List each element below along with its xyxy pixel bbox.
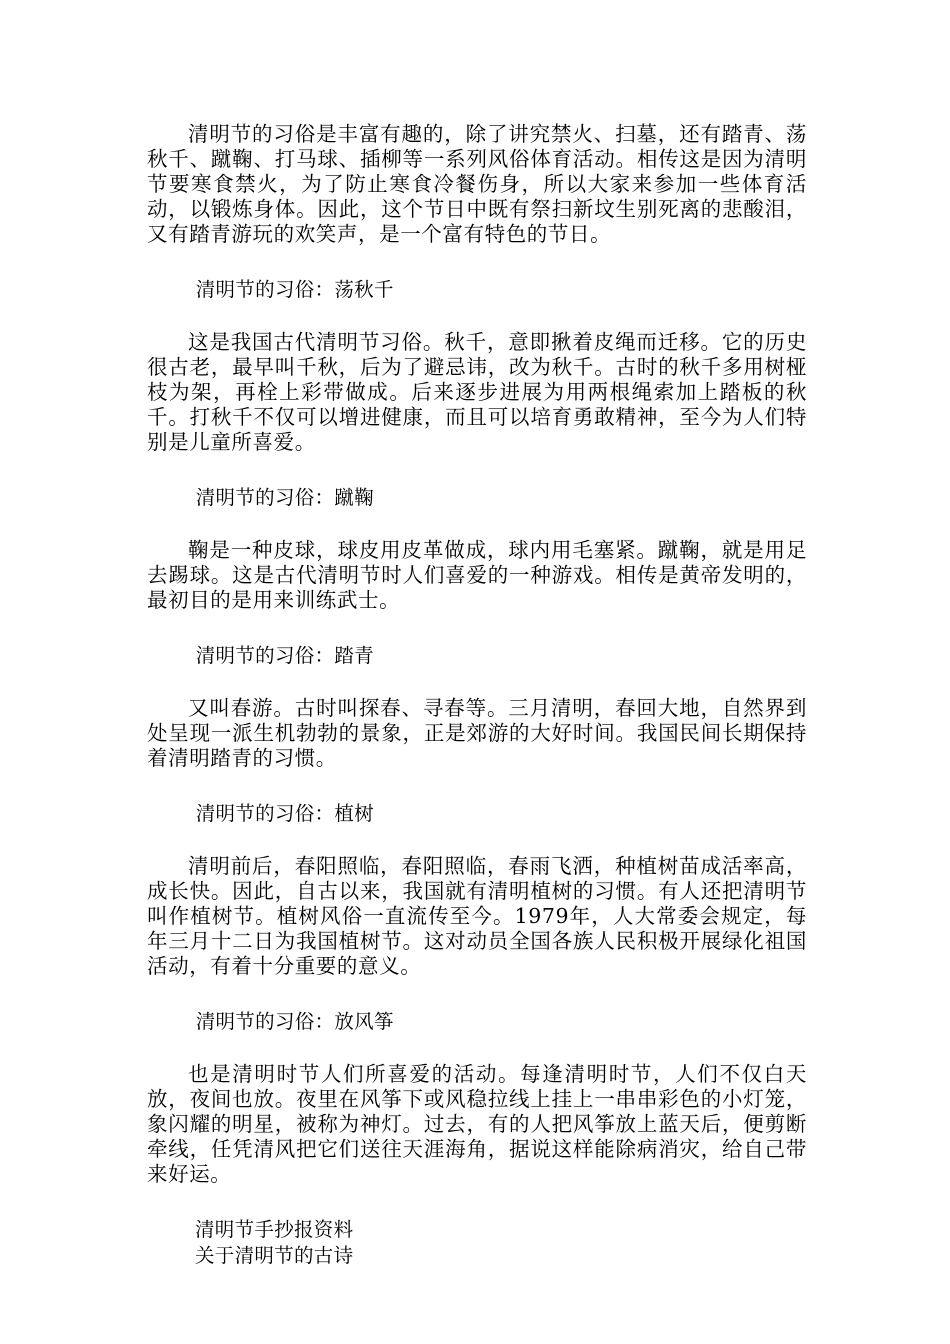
section-body-tree-planting: 清明前后，春阳照临，春阳照临，春雨飞洒，种植树苗成活率高，成长快。因此，自古以来，我国就有清明植树的习惯。有人还把清明节叫作植树节。植树风俗一直流传至今。1979年，人大常委会规定，每年三月十二日为我国植树节。这对动员全国各族人民积极开展绿化祖国活动，有着十分重要的意义。 — [147, 854, 807, 978]
footer-line-poems: 关于清明节的古诗 — [195, 1244, 354, 1267]
section-heading-swing: 清明节的习俗：荡秋千 — [195, 278, 394, 301]
section-body-kite: 也是清明时节人们所喜爱的活动。每逢清明时节，人们不仅白天放，夜间也放。夜里在风筝下或风稳拉线上挂上一串串彩色的小灯笼，象闪耀的明星，被称为神灯。过去，有的人把风筝放上蓝天后，便剪断牵线，任凭清风把它们送往天涯海角，据说这样能除病消灾，给自己带来好运。 — [147, 1062, 807, 1186]
section-body-cuju: 鞠是一种皮球，球皮用皮革做成，球内用毛塞紧。蹴鞠，就是用足去踢球。这是古代清明节时人们喜爱的一种游戏。相传是黄帝发明的，最初目的是用来训练武士。 — [147, 538, 807, 612]
intro-paragraph: 清明节的习俗是丰富有趣的，除了讲究禁火、扫墓，还有踏青、荡秋千、蹴鞠、打马球、插柳等一系列风俗体育活动。相传这是因为清明节要寒食禁火，为了防止寒食冷餐伤身，所以大家来参加一些体育活动，以锻炼身体。因此，这个节日中既有祭扫新坟生别死离的悲酸泪，又有踏青游玩的欢笑声，是一个富有特色的节日。 — [147, 122, 807, 246]
section-body-outing: 又叫春游。古时叫探春、寻春等。三月清明，春回大地，自然界到处呈现一派生机勃勃的景象，正是郊游的大好时间。我国民间长期保持着清明踏青的习惯。 — [147, 696, 807, 770]
footer-line-materials: 清明节手抄报资料 — [195, 1218, 354, 1241]
section-heading-cuju: 清明节的习俗：蹴鞠 — [195, 486, 374, 509]
section-heading-kite: 清明节的习俗：放风筝 — [195, 1010, 394, 1033]
section-heading-outing: 清明节的习俗：踏青 — [195, 644, 374, 667]
section-body-swing: 这是我国古代清明节习俗。秋千，意即揪着皮绳而迁移。它的历史很古老，最早叫千秋，后为了避忌讳，改为秋千。古时的秋千多用树桠枝为架，再栓上彩带做成。后来逐步进展为用两根绳索加上踏板的秋千。打秋千不仅可以增进健康，而且可以培育勇敢精神，至今为人们特别是儿童所喜爱。 — [147, 330, 807, 454]
section-heading-tree-planting: 清明节的习俗：植树 — [195, 802, 374, 825]
document-page — [147, 122, 807, 1269]
